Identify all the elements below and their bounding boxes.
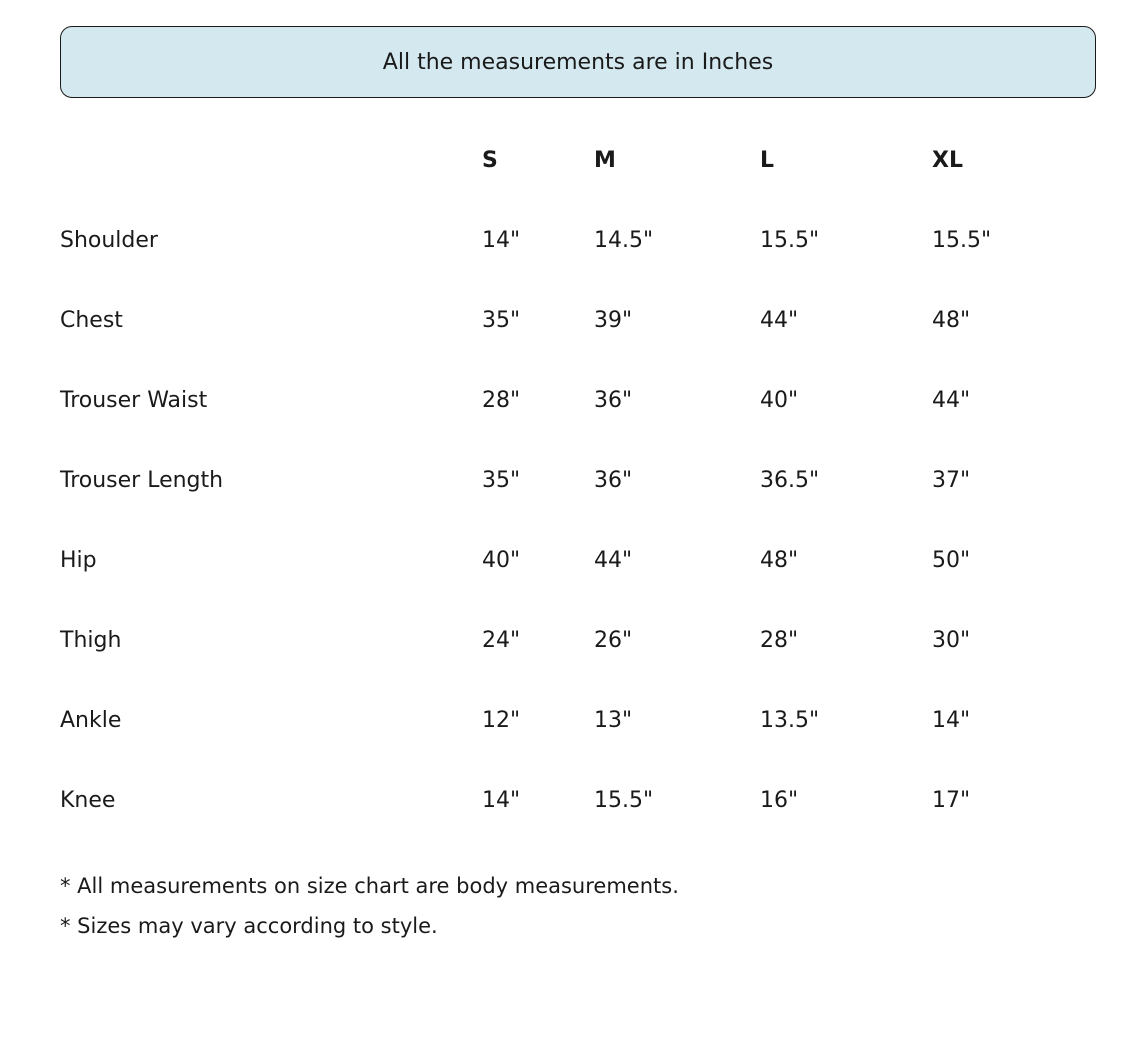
cell-xl: 15.5" bbox=[932, 227, 992, 253]
cell-m: 13" bbox=[594, 707, 633, 733]
size-chart-table bbox=[60, 120, 1052, 840]
table-row bbox=[60, 360, 1052, 440]
row-label: Knee bbox=[60, 787, 116, 813]
header-size-xl: XL bbox=[932, 147, 963, 173]
cell-s: 14" bbox=[482, 227, 521, 253]
row-label: Ankle bbox=[60, 707, 122, 733]
units-banner bbox=[60, 26, 1096, 98]
cell-l: 13.5" bbox=[760, 707, 820, 733]
footnote-style-variation: * Sizes may vary according to style. bbox=[60, 914, 438, 938]
cell-l: 28" bbox=[760, 627, 799, 653]
table-row bbox=[60, 600, 1052, 680]
cell-l: 44" bbox=[760, 307, 799, 333]
cell-m: 39" bbox=[594, 307, 633, 333]
cell-xl: 50" bbox=[932, 547, 971, 573]
cell-m: 15.5" bbox=[594, 787, 654, 813]
cell-s: 12" bbox=[482, 707, 521, 733]
cell-l: 48" bbox=[760, 547, 799, 573]
cell-s: 35" bbox=[482, 307, 521, 333]
cell-s: 40" bbox=[482, 547, 521, 573]
cell-l: 16" bbox=[760, 787, 799, 813]
header-size-s: S bbox=[482, 147, 498, 173]
table-row bbox=[60, 520, 1052, 600]
cell-xl: 17" bbox=[932, 787, 971, 813]
cell-l: 40" bbox=[760, 387, 799, 413]
table-row bbox=[60, 200, 1052, 280]
table-header-row bbox=[60, 120, 1052, 200]
row-label: Chest bbox=[60, 307, 123, 333]
row-label: Trouser Length bbox=[60, 467, 224, 493]
header-size-l: L bbox=[760, 147, 775, 173]
cell-m: 36" bbox=[594, 467, 633, 493]
cell-m: 26" bbox=[594, 627, 633, 653]
table-row bbox=[60, 280, 1052, 360]
cell-s: 24" bbox=[482, 627, 521, 653]
row-label: Hip bbox=[60, 547, 97, 573]
table-row bbox=[60, 440, 1052, 520]
cell-s: 28" bbox=[482, 387, 521, 413]
header-measurement bbox=[60, 120, 482, 200]
row-label: Shoulder bbox=[60, 227, 158, 253]
table-row bbox=[60, 760, 1052, 840]
cell-xl: 44" bbox=[932, 387, 971, 413]
footnotes bbox=[60, 866, 679, 946]
cell-m: 36" bbox=[594, 387, 633, 413]
footnote-body-measurements: * All measurements on size chart are body measurements. bbox=[60, 874, 679, 898]
cell-s: 14" bbox=[482, 787, 521, 813]
cell-xl: 14" bbox=[932, 707, 971, 733]
table-row bbox=[60, 680, 1052, 760]
row-label: Thigh bbox=[60, 627, 122, 653]
cell-l: 15.5" bbox=[760, 227, 820, 253]
units-banner-text: All the measurements are in Inches bbox=[382, 49, 774, 75]
cell-xl: 48" bbox=[932, 307, 971, 333]
cell-m: 44" bbox=[594, 547, 633, 573]
cell-l: 36.5" bbox=[760, 467, 820, 493]
cell-xl: 30" bbox=[932, 627, 971, 653]
cell-s: 35" bbox=[482, 467, 521, 493]
cell-m: 14.5" bbox=[594, 227, 654, 253]
cell-xl: 37" bbox=[932, 467, 971, 493]
header-size-m: M bbox=[594, 147, 616, 173]
row-label: Trouser Waist bbox=[60, 387, 208, 413]
